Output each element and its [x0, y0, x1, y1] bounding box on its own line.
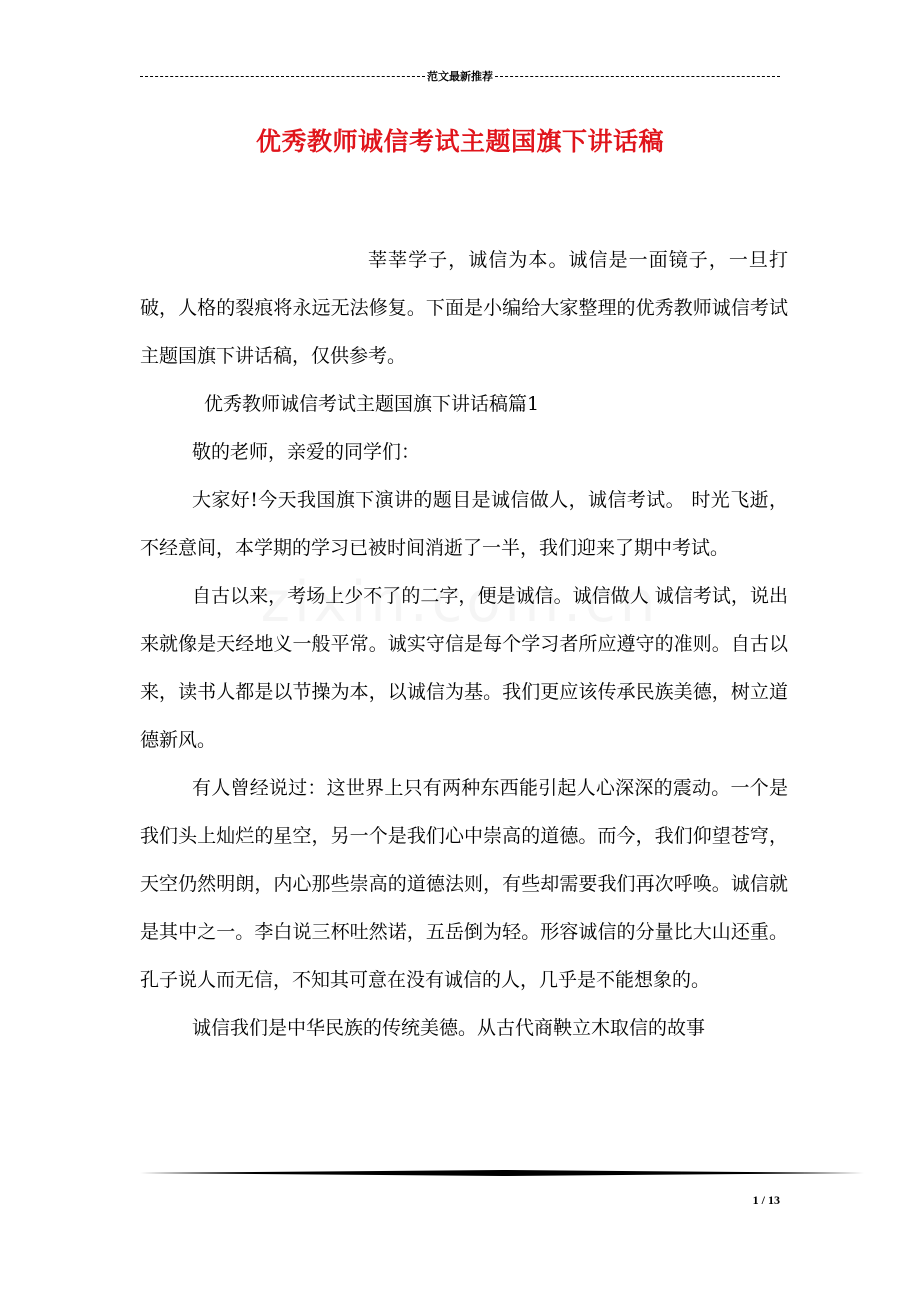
body-paragraph-2: 自古以来，考场上少不了的二字，便是诚信。诚信做人 诚信考试，说出来就像是天经地义一般平常。诚实守信是每个学习者所应遵守的准则。自古以来，读书人都是以节操为本，以诚信为基。我们更应该传承民族美德，树立道德新风。	[140, 585, 788, 751]
section-subtitle: 优秀教师诚信考试主题国旗下讲话稿篇1	[204, 393, 540, 415]
body-paragraph-1: 大家好!今天我国旗下演讲的题目是诚信做人，诚信考试。 时光飞逝，不经意间，本学期的学习已被时间消逝了一半，我们迎来了期中考试。	[140, 489, 788, 559]
document-body	[140, 236, 788, 1052]
intro-paragraph: 莘莘学子，诚信为本。诚信是一面镜子，一旦打破，人格的裂痕将永远无法修复。下面是小编给大家整理的优秀教师诚信考试主题国旗下讲话稿，仅供参考。	[140, 249, 788, 367]
header-label: 范文最新推荐	[427, 70, 493, 83]
footer-rule	[140, 1170, 864, 1176]
body-paragraph-4: 诚信我们是中华民族的传统美德。从古代商鞅立木取信的故事	[192, 1017, 706, 1039]
header-dash-right	[495, 76, 780, 77]
header-dash-left	[140, 76, 425, 77]
page-header	[140, 66, 780, 86]
body-paragraph-3: 有人曾经说过：这世界上只有两种东西能引起人心深深的震动。一个是我们头上灿烂的星空，另一个是我们心中崇高的道德。而今，我们仰望苍穹，天空仍然明朗，内心那些崇高的道德法则，有些却需要我们再次呼唤。诚信就是其中之一。李白说三杯吐然诺，五岳倒为轻。形容诚信的分量比大山还重。孔子说人而无信，不知其可意在没有诚信的人，几乎是不能想象的。	[140, 777, 788, 991]
document-title: 优秀教师诚信考试主题国旗下讲话稿	[255, 127, 664, 156]
page-number: 1 / 13	[752, 1193, 780, 1207]
greeting-paragraph: 敬的老师，亲爱的同学们：	[192, 441, 421, 463]
